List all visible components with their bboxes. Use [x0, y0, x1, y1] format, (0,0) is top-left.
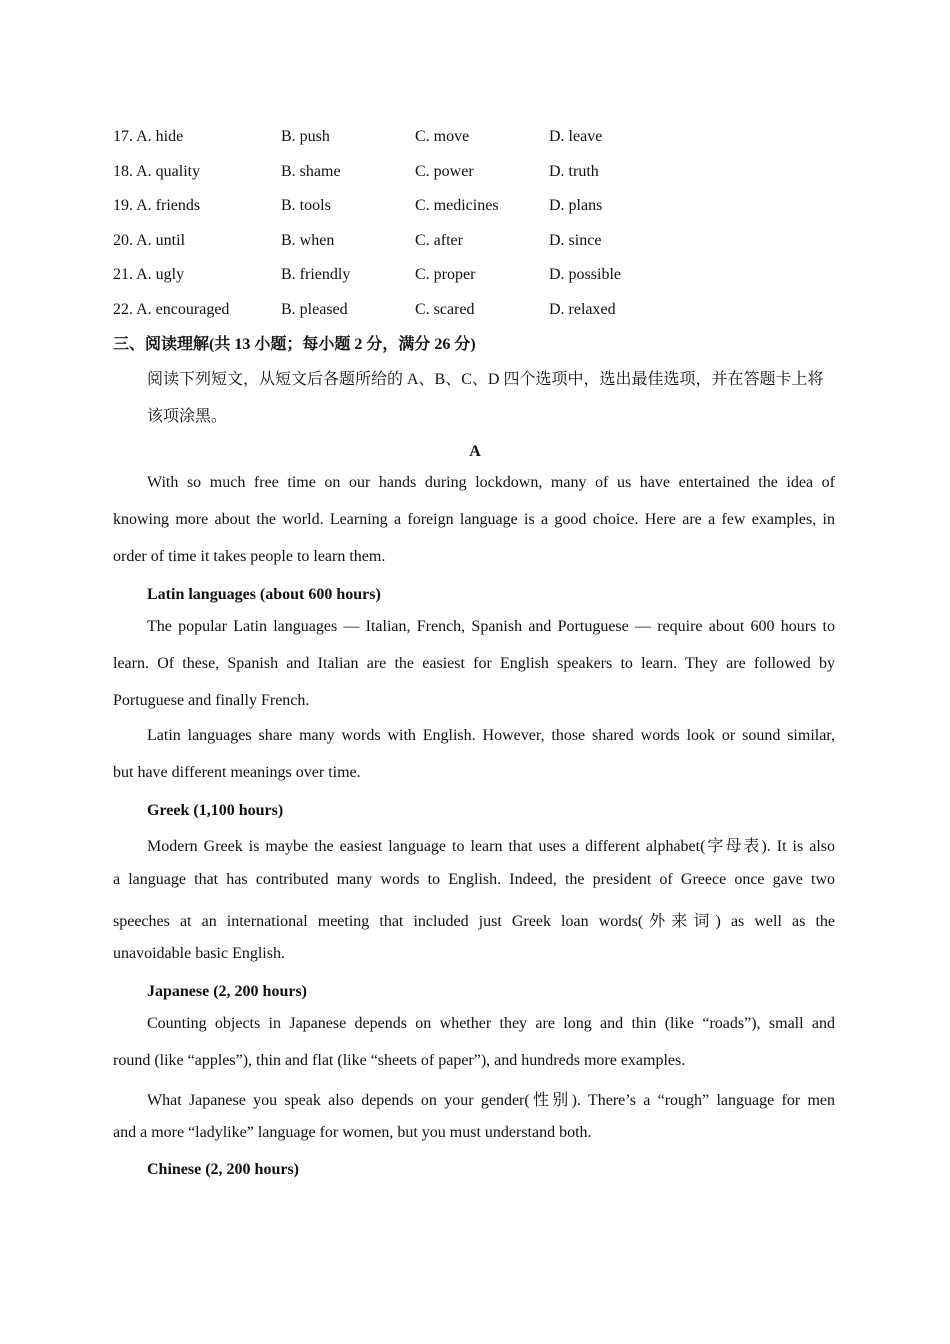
- option-a: [113, 125, 183, 149]
- japanese-p2-line-1: What Japanese you speak also depends on your gender(性别). There’s a “rough” language for men: [147, 1092, 835, 1109]
- option-d: D. plans: [549, 197, 603, 214]
- intro-line-2: knowing more about the world. Learning a foreign language is a good choice. Here are a few examples, in: [113, 511, 835, 528]
- instruction-line-1: 阅读下列短文，从短文后各题所给的 A、B、C、D 四个选项中，选出最佳选项，并在答题卡上将: [147, 371, 824, 388]
- option-row: [113, 229, 853, 253]
- latin-p2-line-1: Latin languages share many words with English. However, those shared words look or sound similar,: [147, 727, 835, 744]
- latin-p2-line-2: but have different meanings over time.: [113, 764, 361, 781]
- option-row: [113, 160, 853, 184]
- option-b: B. pleased: [281, 301, 348, 318]
- option-text: A. until: [136, 232, 186, 249]
- option-row: [113, 125, 853, 149]
- latin-p1-line-1: The popular Latin languages — Italian, French, Spanish and Portuguese — require about 600 hours to: [147, 618, 835, 635]
- question-number: 22.: [113, 301, 133, 318]
- question-number: 21.: [113, 266, 133, 283]
- question-number: 19.: [113, 197, 133, 214]
- japanese-p1-line-1: Counting objects in Japanese depends on whether they are long and thin (like “roads”), small and: [147, 1015, 835, 1032]
- instruction-line-2: 该项涂黑。: [147, 408, 228, 425]
- option-c: C. after: [415, 232, 463, 249]
- question-number: 18.: [113, 163, 133, 180]
- option-c: C. move: [415, 128, 470, 145]
- option-a: [113, 194, 200, 218]
- option-d: D. since: [549, 232, 602, 249]
- option-a: [113, 160, 200, 184]
- question-number: 17.: [113, 128, 133, 145]
- intro-line-1: With so much free time on our hands during lockdown, many of us have entertained the idea of: [147, 474, 835, 491]
- option-b: B. friendly: [281, 266, 351, 283]
- option-text: A. friends: [136, 197, 201, 214]
- option-text: A. ugly: [136, 266, 185, 283]
- latin-p1-line-3: Portuguese and finally French.: [113, 692, 310, 709]
- option-b: B. when: [281, 232, 335, 249]
- intro-line-3: order of time it takes people to learn them.: [113, 548, 386, 565]
- option-d: D. relaxed: [549, 301, 616, 318]
- passage-label: A: [469, 443, 481, 460]
- section-heading: 三、阅读理解(共 13 小题；每小题 2 分，满分 26 分): [113, 336, 476, 353]
- chinese-heading: Chinese (2, 200 hours): [147, 1161, 300, 1178]
- option-d: D. leave: [549, 128, 603, 145]
- option-a: [113, 263, 184, 287]
- option-c: C. proper: [415, 266, 476, 283]
- option-a: [113, 298, 229, 322]
- greek-heading: Greek (1,100 hours): [147, 802, 284, 819]
- option-b: B. tools: [281, 197, 331, 214]
- option-d: D. truth: [549, 163, 599, 180]
- option-b: B. push: [281, 128, 330, 145]
- japanese-p2-line-2: and a more “ladylike” language for women, but you must understand both.: [113, 1124, 592, 1141]
- greek-p-line-1: Modern Greek is maybe the easiest language to learn that uses a different alphabet(字母表). It is also: [147, 838, 835, 855]
- option-row: [113, 263, 853, 287]
- option-row: [113, 298, 853, 322]
- option-b: B. shame: [281, 163, 341, 180]
- latin-p1-line-2: learn. Of these, Spanish and Italian are the easiest for English speakers to learn. They are followed by: [113, 655, 835, 672]
- japanese-heading: Japanese (2, 200 hours): [147, 983, 308, 1000]
- option-text: A. encouraged: [136, 301, 230, 318]
- greek-p-line-2: a language that has contributed many words to English. Indeed, the president of Greece once gave two: [113, 871, 835, 888]
- option-text: A. hide: [136, 128, 184, 145]
- option-c: C. scared: [415, 301, 475, 318]
- latin-heading: Latin languages (about 600 hours): [147, 586, 381, 603]
- option-c: C. power: [415, 163, 474, 180]
- option-row: [113, 194, 853, 218]
- option-c: C. medicines: [415, 197, 499, 214]
- option-a: [113, 229, 185, 253]
- question-number: 20.: [113, 232, 133, 249]
- greek-p-line-3: speeches at an international meeting that included just Greek loan words(外来词) as well as the: [113, 913, 835, 930]
- japanese-p1-line-2: round (like “apples”), thin and flat (like “sheets of paper”), and hundreds more examples.: [113, 1052, 686, 1069]
- option-d: D. possible: [549, 266, 621, 283]
- greek-p-line-4: unavoidable basic English.: [113, 945, 285, 962]
- option-text: A. quality: [136, 163, 201, 180]
